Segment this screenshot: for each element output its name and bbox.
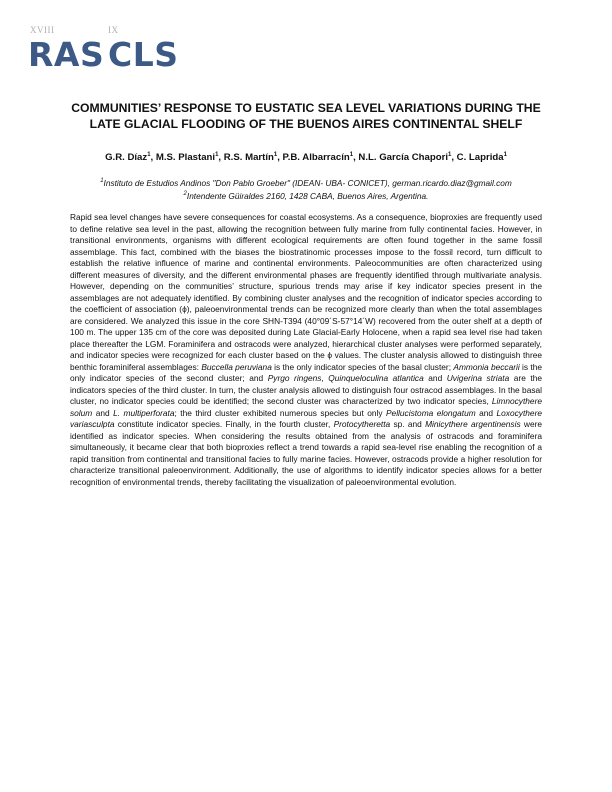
abstract-text: is the only indicator species of the second cluster; and bbox=[70, 361, 543, 383]
logo-roman-right: IX bbox=[108, 25, 119, 35]
author-separator: , bbox=[353, 152, 359, 163]
author-affiliation-mark: 1 bbox=[147, 152, 151, 158]
abstract-text: constitute indicator species. Finally, in the fourth cluster, bbox=[114, 419, 334, 429]
paper-title: COMMUNITIES’ RESPONSE TO EUSTATIC SEA LEVEL VARIATIONS DURING THE LATE GLACIAL FLOODING OF THE BUENOS AIRES CONTINENTAL SHELF bbox=[71, 101, 541, 131]
author-name: C. Laprida bbox=[456, 152, 504, 163]
species-name: Protocytheretta bbox=[333, 419, 391, 429]
logo-word-right: CLS bbox=[108, 35, 179, 74]
species-name: Pyrgo ringens bbox=[267, 373, 322, 383]
species-name: Ammonia beccarii bbox=[453, 361, 520, 372]
abstract-text: and bbox=[475, 407, 497, 418]
abstract-text: sp. and bbox=[390, 419, 426, 429]
species-name: Quinqueloculina atlantica bbox=[328, 373, 424, 383]
abstract-text: Rapid sea level changes have severe consequences for coastal ecosystems. As a consequence, bioproxies are frequently used to define relative sea level in the past, allowing the recognition between fully marine from fully continental facies. However, in transitional environments, organisms with different ecological requirements are often found together in the same fossil assemblage. This fact, combined with the biases the biostratinomic processes impose to the fossil record, turn difficult to establish the relative influence of marine and continental environments. Paleocommunities are often characterized using different measures of diversity, and the different environmental phases are frequently identified through multivariate analysis. However, depending on the communities’ structure, spurious trends may arise if key indicator species present in the assemblages are not adequately identified. By combining cluster analyses and the recognition of indicator species according to the coefficient of association (ϕ), paleoenvironmental trends can be recognized more clearly than when the total assemblages are considered. We analyzed this issue in the core SHN-T394 (40°09´S-57°14´W) recovered from the outer shelf at a depth of 100 m. The upper 135 cm of the core was deposited during Late Glacial-Early Holocene, when a rapid sea level rise had taken place thereafter the LGM. Foraminifera and ostracods were analyzed, hierarchical cluster analyses were performed separately, and indicator species were recognized for each cluster based on the ϕ values. The cluster analysis allowed to distinguish three benthic foraminiferal assemblages: bbox=[70, 212, 542, 372]
species-name: L. multiperforata bbox=[113, 407, 175, 418]
abstract-text: , bbox=[321, 373, 329, 383]
author-list bbox=[60, 152, 552, 163]
affiliation-mark: 1 bbox=[100, 178, 104, 184]
author-affiliation-mark: 1 bbox=[349, 152, 354, 158]
abstract-text: is the only indicator species of the basal cluster; bbox=[271, 361, 454, 372]
species-name: Uvigerina striata bbox=[446, 373, 510, 383]
abstract-text: are the indicators species of the third cluster. In turn, the cluster analysis allowed to distinguish four ostracod assemblages. In the basal cluster, no indicator species could be identified; the second cluster was characterized by two indicator species, bbox=[70, 373, 542, 406]
author-separator: , bbox=[451, 152, 457, 163]
affiliations bbox=[60, 176, 552, 202]
species-name: Limnocythere solum bbox=[70, 396, 542, 418]
abstract-text: and bbox=[92, 407, 114, 418]
author-affiliation-mark: 1 bbox=[503, 152, 507, 158]
abstract-paragraph bbox=[70, 212, 542, 488]
author-name: P.B. Albarracín bbox=[282, 152, 350, 163]
abstract-text: were identified as indicator species. When considering the results obtained from the analysis of ostracods and foraminifera simultaneously, it became clear that both bioproxies reflect a trend towards a rapid sea-level rise enabling the recognition of a rapid transition from continental and transitional facies to fully marine facies. However, ostracods provide a higher resolution for characterize transitional paleoenvironment. Additionally, the use of algorithms to identify indicator species allows for a better recognition of environmental trends, thereby facilitating the visualization of paleoenvironmental evolution. bbox=[70, 419, 543, 487]
affiliation-text: Instituto de Estudios Andinos "Don Pablo Groeber" (IDEAN- UBA- CONICET), german.ricardo.diaz@gmail.com bbox=[103, 178, 512, 188]
species-name: Loxocythere variasculpta bbox=[70, 407, 542, 429]
species-name: Minicythere argentinensis bbox=[425, 419, 521, 429]
author-name: G.R. Díaz bbox=[105, 152, 148, 163]
logo-word-left: RAS bbox=[28, 35, 105, 74]
abstract-text: ; the third cluster exhibited numerous species but only bbox=[174, 407, 386, 418]
affiliation-mark: 2 bbox=[183, 191, 187, 197]
author-name: R.S. Martín bbox=[223, 152, 274, 163]
affiliation-text: Intendente Güiraldes 2160, 1428 CABA, Buenos Aires, Argentina. bbox=[186, 191, 429, 201]
author-name: M.S. Plastani bbox=[155, 152, 216, 163]
affiliation-line bbox=[60, 176, 552, 189]
author-affiliation-mark: 1 bbox=[215, 152, 219, 158]
author-separator: , bbox=[218, 152, 224, 163]
author-separator: , bbox=[277, 152, 283, 163]
author-name: N.L. García Chapori bbox=[358, 152, 448, 163]
species-name: Buccella peruviana bbox=[201, 361, 272, 372]
abstract-text: and bbox=[423, 373, 447, 383]
author-affiliation-mark: 1 bbox=[447, 152, 452, 158]
species-name: Pellucistoma elongatum bbox=[385, 407, 476, 418]
logo-roman-left: XVIII bbox=[30, 25, 55, 35]
author-affiliation-mark: 1 bbox=[273, 152, 278, 158]
author-separator: , bbox=[150, 152, 156, 163]
affiliation-line bbox=[60, 189, 552, 202]
conference-logo bbox=[28, 25, 179, 77]
